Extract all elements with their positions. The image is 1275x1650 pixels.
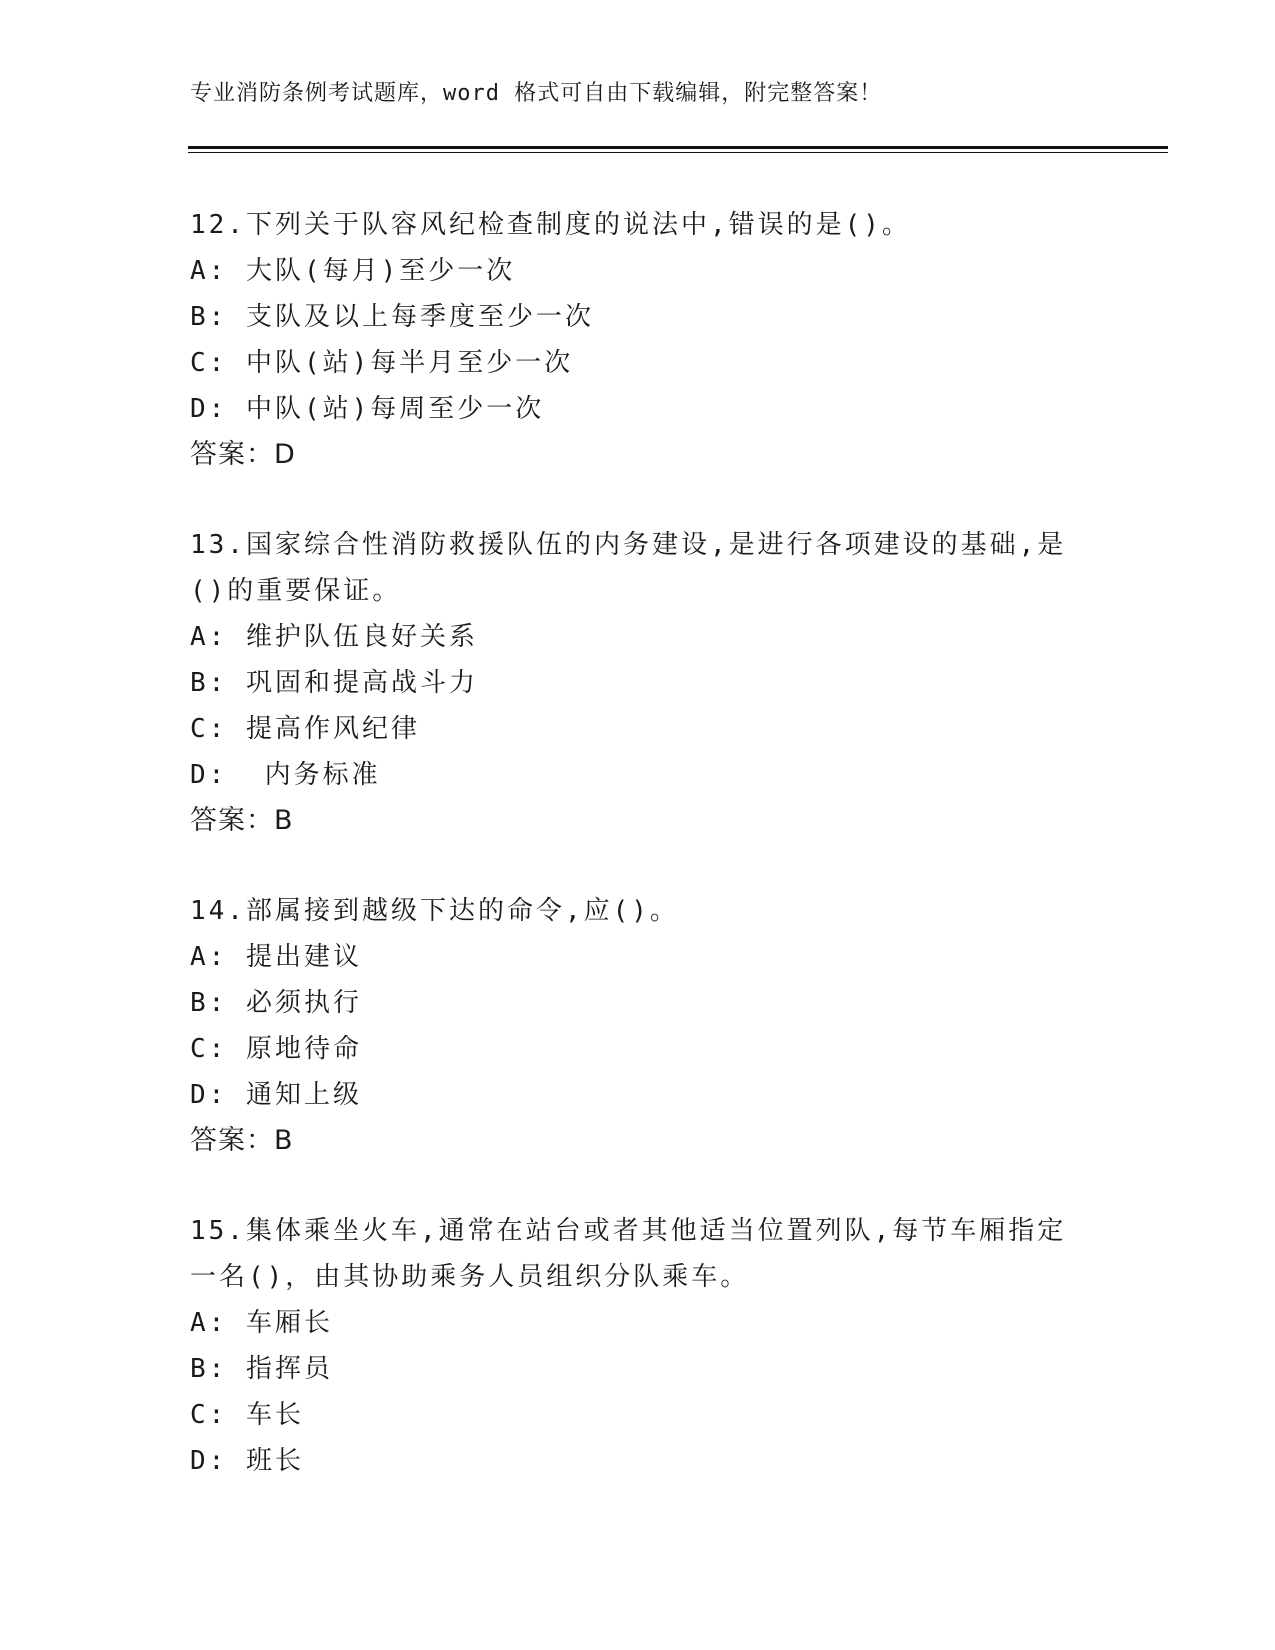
- option-a: A: 维护队伍良好关系: [190, 622, 478, 652]
- option-c: C: 中队(站)每半月至少一次: [190, 348, 574, 378]
- header-divider-thin: [188, 152, 1168, 153]
- question-12: [190, 202, 1090, 478]
- question-list: [190, 202, 1090, 1528]
- option-c: C: 车长: [190, 1400, 304, 1430]
- question-15: [190, 1208, 1090, 1484]
- option-b: B: 巩固和提高战斗力: [190, 668, 478, 698]
- question-stem: 14.部属接到越级下达的命令,应()。: [190, 896, 679, 926]
- option-c: C: 提高作风纪律: [190, 714, 420, 744]
- option-a: A: 大队(每月)至少一次: [190, 256, 516, 286]
- option-b: B: 指挥员: [190, 1354, 333, 1384]
- answer: 答案：D: [190, 439, 296, 470]
- question-stem: 12.下列关于队容风纪检查制度的说法中,错误的是()。: [190, 210, 911, 240]
- header-note: 专业消防条例考试题库，word 格式可自由下载编辑，附完整答案！: [190, 81, 883, 106]
- option-c: C: 原地待命: [190, 1034, 362, 1064]
- question-13: [190, 522, 1090, 844]
- option-b: B: 支队及以上每季度至少一次: [190, 302, 594, 332]
- answer: 答案：B: [190, 805, 294, 836]
- question-stem: 15.集体乘坐火车,通常在站台或者其他适当位置列队,每节车厢指定一名()，由其协助乘务人员组织分队乘车。: [190, 1216, 1067, 1292]
- header-divider-thick: [188, 146, 1168, 149]
- question-14: [190, 888, 1090, 1164]
- option-d: D: 班长: [190, 1446, 304, 1476]
- option-a: A: 车厢长: [190, 1308, 333, 1338]
- option-b: B: 必须执行: [190, 988, 362, 1018]
- option-d: D: 中队(站)每周至少一次: [190, 394, 545, 424]
- option-d: D: 通知上级: [190, 1080, 362, 1110]
- option-a: A: 提出建议: [190, 942, 362, 972]
- question-stem: 13.国家综合性消防救援队伍的内务建设,是进行各项建设的基础,是()的重要保证。: [190, 530, 1067, 606]
- option-d: D: 内务标准: [190, 760, 381, 790]
- answer: 答案：B: [190, 1125, 294, 1156]
